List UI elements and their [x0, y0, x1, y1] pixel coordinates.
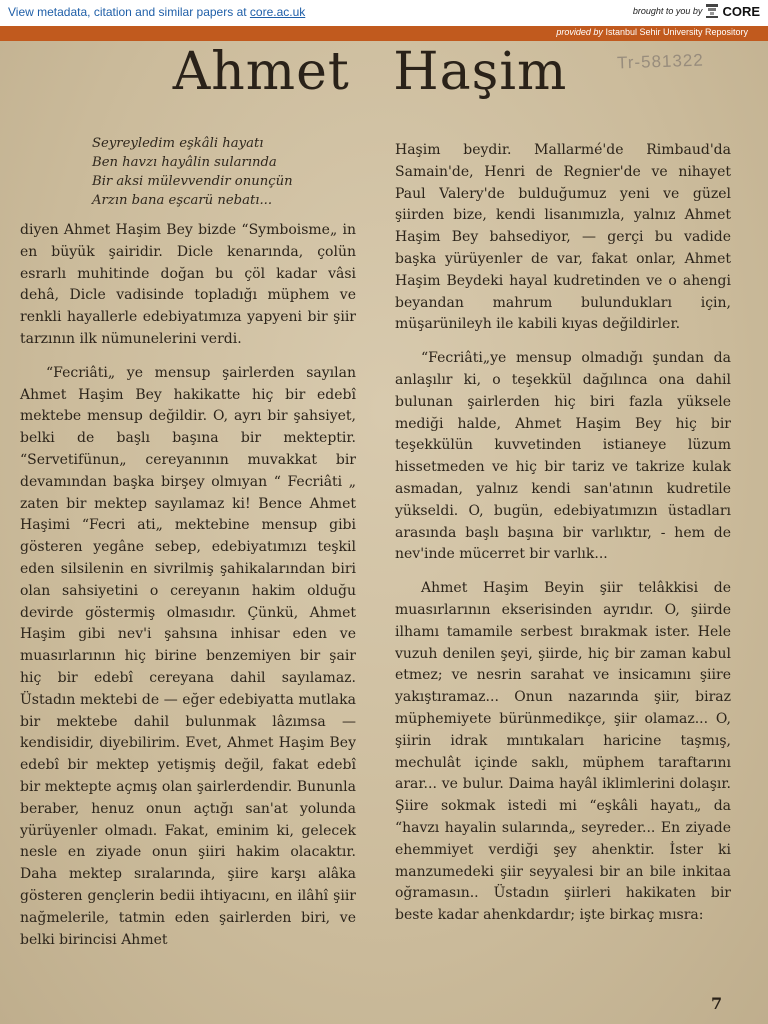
core-banner: [0, 0, 768, 27]
paragraph: “Fecriâti„ye mensup olmadığı şundan da anlaşılır ki, o teşekkül dağılınca ona dahil bulunan şairlerden hiç biri fazla yüksele mediği halde, Ahmet Haşim Bey hiç bir teşekkülün kuvvetinden istianeye lüzum hissetmeden ve hiç bir tariz ve takrize kulak asmadan, yalnız kendi san'atının kudretile yükseldi. O, bugün, edebiyatımızın üstadları arasında başlı başına bir varlıktır, - hem de nev'inde mücerret bir varlık...: [395, 350, 731, 563]
core-logo-icon: [705, 3, 719, 19]
core-brand[interactable]: CORE: [722, 3, 760, 19]
poem-line: Seyreyledim eşkâli hayatı: [92, 136, 264, 151]
paragraph: Ahmet Haşim Beyin şiir telâkkisi de muasırlarının ekserisinden ayrıdır. O, şiirde ilhamı tamamile serbest bırakmak ister. Hele vuzuh denilen şeyi, şiirde, hiç bir zaman kabul etmez; ve nesrin sarahat ve insicamını şiire yakıştıramaz... Onun nazarında şiir, biraz müphemiyete bürünmedikçe, şiir olamaz... O, şiirin idrak mıntıkaları haricine taşmış, mechulât içinde saklı, müphem taraftarını arar... ve bulur. Daima hayâl iklimlerini dolaşır. Şiire sokmak istedi mi “eşkâli hayatı„ da “havzı hayalin sularında„ seyreder... En ziyade ehemmiyet verdiği şey ahenktir. İster ki manzumedeki şiir seyyalesi bir an bile inkitaa oğramasın.. Üstadın şiirleri hakikaten bir beste kadar ahenkdardır; işte birkaç mısra:: [395, 580, 731, 924]
paragraph: diyen Ahmet Haşim Bey bizde “Symboisme„ in en büyük şairidir. Dicle kenarında, çolün esrarlı muhitinde doğan bu çöl kadar vâsi dehâ, Dicle vadisinde topladığı müphem ve renkli hayallerle edebiyatımıza yapyeni bir şiir tarzının ilk nümunelerini verdi.: [20, 222, 356, 347]
provided-by-label: provided by: [556, 27, 603, 37]
provided-by-text: [556, 27, 748, 37]
metadata-text: View metadata, citation and similar papers at: [8, 5, 250, 19]
page-number: 7: [711, 994, 723, 1013]
brought-to-you-by: [633, 3, 760, 19]
right-column: [395, 140, 731, 939]
repository-name[interactable]: Istanbul Sehir University Repository: [605, 27, 748, 37]
library-stamp: Tr-581322: [616, 50, 705, 73]
article-title: Ahmet Haşim: [172, 42, 568, 102]
paragraph: Haşim beydir. Mallarmé'de Rimbaud'da Samain'de, Henri de Regnier'de ve nihayet Paul Valery'de bulduğumuz yeni ve güzel şiirden bize, kendi lisanımızla, yalnız Ahmet Haşim Bey bahsediyor, — gerçi bu vadide başka yürüyenler de var, fakat onlar, Ahmet Haşim Beydeki hayal kudretinden ve o ahengi beyandan mahrum bulundukları için, müşarünileyh ile kabili kıyas değildirler.: [395, 142, 731, 333]
poem-line: Arzın bana eşcarü nebatı...: [92, 193, 273, 208]
brought-by-text: brought to you by: [632, 6, 703, 16]
provided-by-bar: [0, 26, 768, 41]
paragraph: “Fecriâti„ ye mensup şairlerden sayılan Ahmet Haşim Bey hakikatte hiç bir edebî mektebe mensup değildir. O, ayrı bir şahsiyet, belki de başlı başına bir mekteptir. “Servetifünun„ cereyanının muvakkat bir devamından başka birşey olmıyan “ Fecriâti „ zaten bir mektep sayılamaz ki! Bence Ahmet Haşimi “Fecri ati„ mektebine mensup gibi gösteren yegâne sebep, edebiyatımızı teşkil eden silsilenin en sivrilmiş şahikalarından biri olan sahsiyetini o cereyanın hakim olduğu devirde göstermiş olmasıdır. Çünkü, Ahmet Haşim gibi nev'i şahsına inhisar eden ve muasırlarının hiç birine benzemiyen bir şair hiç bir edebî cereyana dahil sayılamaz. Üstadın mektebi de — eğer edebiyatta mutlaka bir mektebe dahil bulunmak lâzımsa — kendisidir, diyebilirim. Evet, Ahmet Haşim Bey edebî bir mektep yetişmiş değil, fakat edebî bir mektepte açmış olan şairlerdendir. Bununla beraber, henuz onun açtığı san'at yolunda yürüyenler olmadı. Fakat, eminim ki, gelecek nesle en ziyade onun şiiri hakim olacaktır. Daha mektep sıralarında, şiire karşı alâka gösteren gençlerin bedii ihtiyacını, en ilâhî şiir nağmelerile, tatmin eden şairlerden biri, ve belki birincisi Ahmet: [20, 364, 356, 948]
poem-line: Ben havzı hayâlin sularında: [92, 155, 277, 170]
poem-line: Bir aksi mülevvendir onunçün: [92, 174, 293, 189]
epigraph-poem: [92, 134, 392, 210]
metadata-link[interactable]: [8, 5, 305, 19]
left-column: [20, 220, 356, 963]
core-url-link[interactable]: core.ac.uk: [249, 5, 306, 19]
